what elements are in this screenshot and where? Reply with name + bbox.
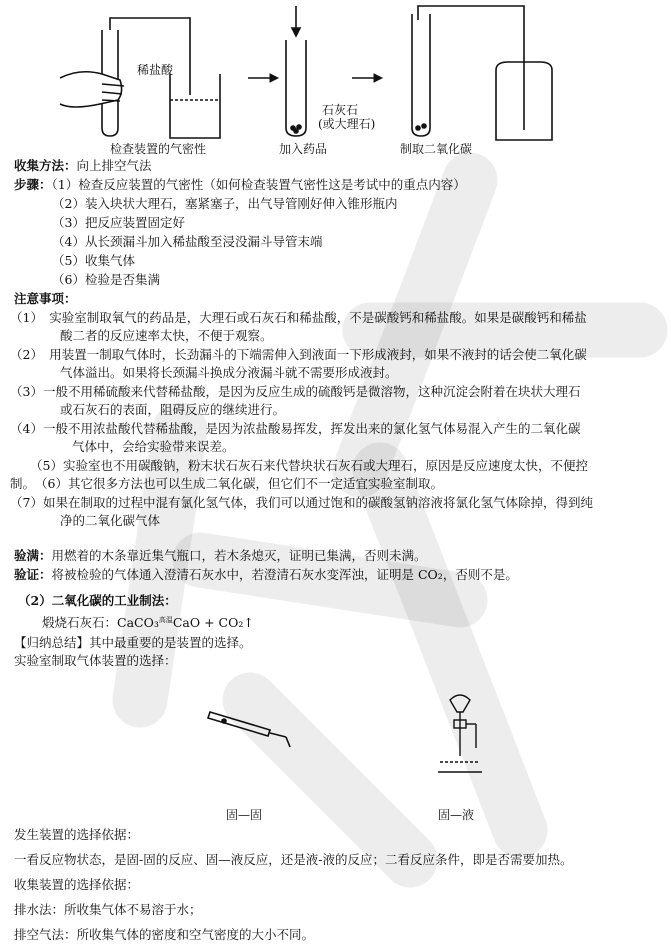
note-5b: 制。 （6）其它很多方法也可以生成二氧化碳，但它们不一定适宜实验室制取。 <box>10 476 443 491</box>
step-4: （4）从长颈漏斗加入稀盐酸至浸没漏斗导管末端 <box>52 234 323 249</box>
notes-label: 注意事项： <box>14 291 77 306</box>
industry-title: （2）二氧化碳的工业制法： <box>18 593 177 608</box>
step-6: （6）检验是否集满 <box>52 272 160 287</box>
apparatus-title: 实验室制取气体装置的选择： <box>14 653 177 668</box>
solid-liquid-apparatus-illustration <box>430 690 490 785</box>
summary: 【归纳总结】其中最重要的是装置的选择。 <box>14 635 252 650</box>
caption-check-airtightness: 检查装置的气密性 <box>110 142 207 156</box>
collect-method-text: 向上排空气法 <box>76 158 152 173</box>
generator-basis-title: 发生装置的选择依据： <box>14 827 140 842</box>
water-method: 排水法：所收集气体不易溶于水； <box>14 902 202 917</box>
co2-generation-apparatus-illustration <box>412 6 552 140</box>
step-1: 步骤：（1）检查反应装置的气密性（如何检查装置气密性这是考试中的重点内容） <box>14 177 466 192</box>
hand-test-tube-illustration <box>60 18 220 138</box>
step-2: （2）装入块状大理石，塞紧塞子，出气导管刚好伸入锥形瓶内 <box>52 196 398 211</box>
caption-solid-liquid: 固—液 <box>438 808 475 822</box>
verification-text: 将被检验的气体通入澄清石灰水中，若澄清石灰水变浑浊，证明是 CO₂，否则不是。 <box>51 567 518 582</box>
steps-label: 步骤： <box>14 177 52 192</box>
collector-basis-title: 收集装置的选择依据： <box>14 877 140 892</box>
note-2a: （2） 用装置一制取气体时，长劲漏斗的下端需伸入到液面一下形成液封，如果不液封的话会使二氧化碳 <box>10 347 587 362</box>
caption-solid-solid: 固—固 <box>226 808 263 822</box>
note-7a: （7）如果在制取的过程中混有氯化氢气体，我们可以通过饱和的碳酸氢钠溶液将氯化氢气体除掉，得到纯 <box>10 495 593 510</box>
verification-label: 验证： <box>14 567 52 582</box>
full-check-label: 验满： <box>14 548 52 563</box>
step-3: （3）把反应装置固定好 <box>52 215 185 230</box>
industry-equation: 煅烧石灰石：CaCO₃$^{高温}$CaO + CO₂↑ <box>42 615 254 631</box>
step-5: （5）收集气体 <box>52 253 135 268</box>
note-4a: （4）一般不用浓盐酸代替稀盐酸，是因为浓盐酸易挥发，挥发出来的氯化氢气体易混入产生的二氧化碳 <box>10 421 581 436</box>
arrow-icon <box>352 74 382 82</box>
caption-make-co2: 制取二氧化碳 <box>400 142 473 156</box>
verification <box>14 566 518 584</box>
caption-add-reagents: 加入药品 <box>279 142 328 156</box>
note-3a: （3）一般不用稀硫酸来代替稀盐酸，是因为反应生成的硫酸钙是微溶物，这种沉淀会附着在块状大理石 <box>10 384 581 399</box>
collect-method-label: 收集方法： <box>14 158 77 173</box>
tube-with-stone-illustration <box>286 6 306 136</box>
acid-label: 稀盐酸 <box>137 63 174 77</box>
full-check-text: 用燃着的木条靠近集气瓶口，若木条熄灭，证明已集满，否则未满。 <box>51 548 427 563</box>
condition-label: 高温 <box>158 616 173 624</box>
note-3b: 或石灰石的表面，阻碍反应的继续进行。 <box>60 402 286 417</box>
collect-method <box>14 157 152 175</box>
note-7b: 净的二氧化碳气体 <box>60 513 161 528</box>
arrow-icon <box>248 74 278 82</box>
note-1a: （1） 实验室制取氧气的药品是，大理石或石灰石和稀盐酸，不是碳酸钙和稀盐酸。如果是碳酸钙和稀盐 <box>10 310 587 325</box>
note-2b: 气体溢出。如果将长颈漏斗换成分液漏斗就不需要形成液封。 <box>60 365 398 380</box>
stone-label: 石灰石 <box>322 103 359 117</box>
note-5a: （5）实验室也不用碳酸钠，粉末状石灰石来代替块状石灰石或大理石，原因是反应速度太快，不便控 <box>30 458 588 473</box>
note-4b: 气体中，会给实验带来误差。 <box>72 439 235 454</box>
generator-basis-text: 一看反应物状态，是固-固的反应、固—液反应，还是液-液的反应；二看反应条件，即是否需要加热。 <box>14 852 573 867</box>
solid-solid-apparatus-illustration <box>200 700 310 750</box>
apparatus-figure-top <box>40 0 600 160</box>
air-method: 排空气法：所收集气体的密度和空气密度的大小不同。 <box>14 927 315 942</box>
stone-label-alt: (或大理石) <box>318 117 376 131</box>
note-1b: 酸二者的反应速率太快，不便于观察。 <box>60 328 273 343</box>
full-check <box>14 547 427 565</box>
